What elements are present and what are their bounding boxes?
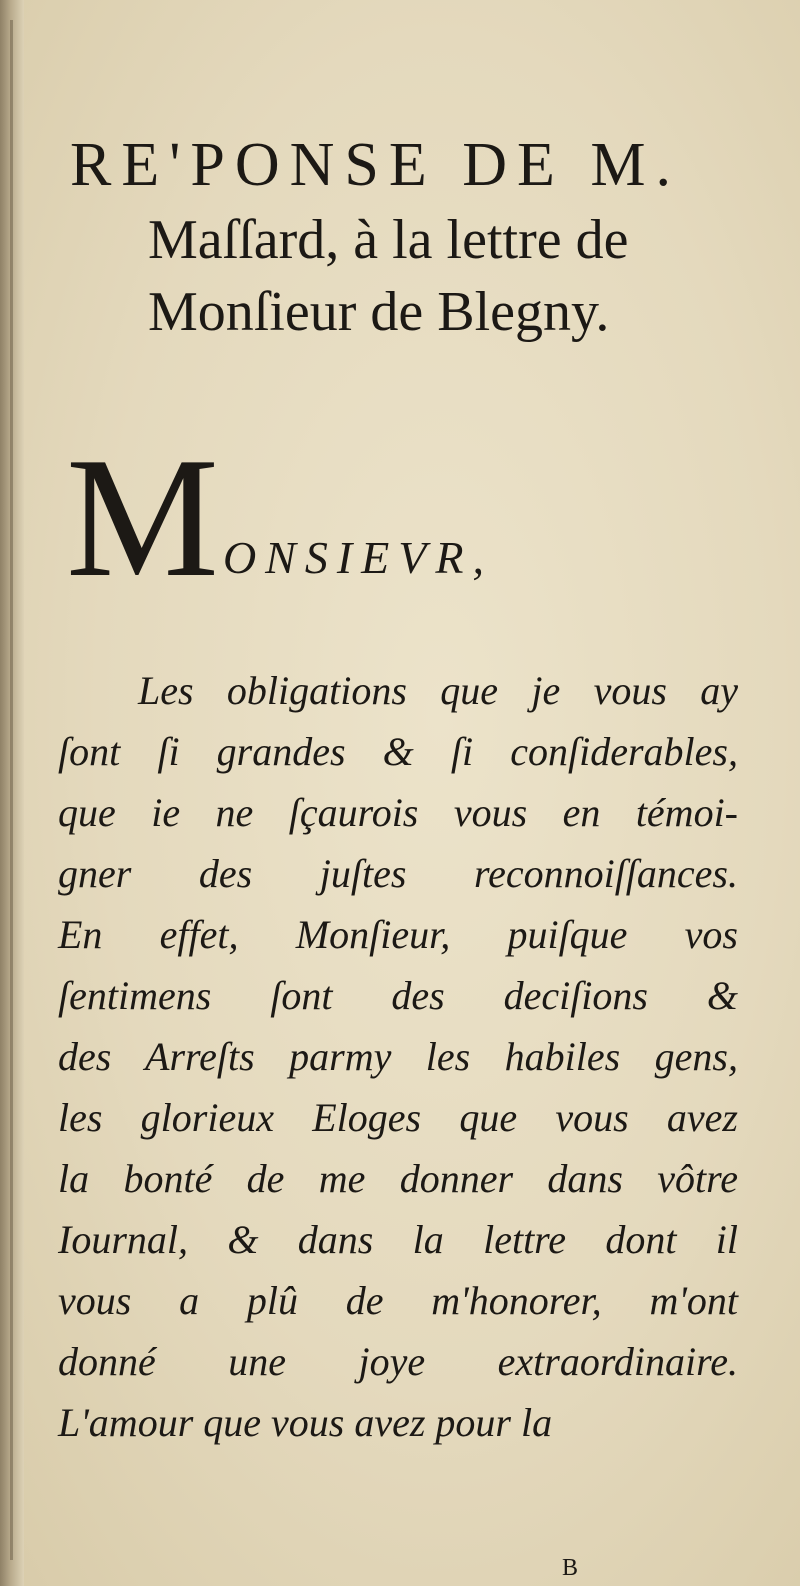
title-line-1: RE'PONSE DE M. [70, 131, 682, 199]
salutation-rest: ONSIEVR, [222, 532, 493, 583]
text-line: Les obligations que je vous ay [138, 668, 738, 713]
title-line-3: Monſieur de Blegny. [148, 281, 610, 343]
text-line: ſentimens ſont des deciſions & [58, 973, 738, 1018]
text-line: donné une joye extraordinaire. [58, 1339, 738, 1384]
text-line: Iournal, & dans la lettre dont il [58, 1217, 738, 1262]
text-line: la bonté de me donner dans vôtre [58, 1156, 738, 1201]
text-line: des Arreſts parmy les habiles gens, [58, 1034, 738, 1079]
signature-mark: B [562, 1555, 579, 1581]
body-text [58, 660, 738, 1453]
text-line: L'amour que vous avez pour la [58, 1400, 553, 1445]
binding-edge [10, 20, 13, 1560]
text-line: ſont ſi grandes & ſi conſiderables, [58, 729, 738, 774]
drop-cap: M [66, 423, 219, 613]
text-line: que ie ne ſçaurois vous en témoi- [58, 790, 738, 835]
title-line-2: Maſſard, à la lettre de [148, 209, 629, 271]
text-line: vous a plû de m'honorer, m'ont [58, 1278, 738, 1323]
text-line: En effet, Monſieur, puiſque vos [58, 912, 738, 957]
text-line: gner des juſtes reconnoiſſances. [58, 851, 738, 896]
page-title [70, 126, 770, 348]
text-line: les glorieux Eloges que vous avez [58, 1095, 738, 1140]
book-gutter [0, 0, 24, 1586]
salutation [66, 423, 493, 613]
